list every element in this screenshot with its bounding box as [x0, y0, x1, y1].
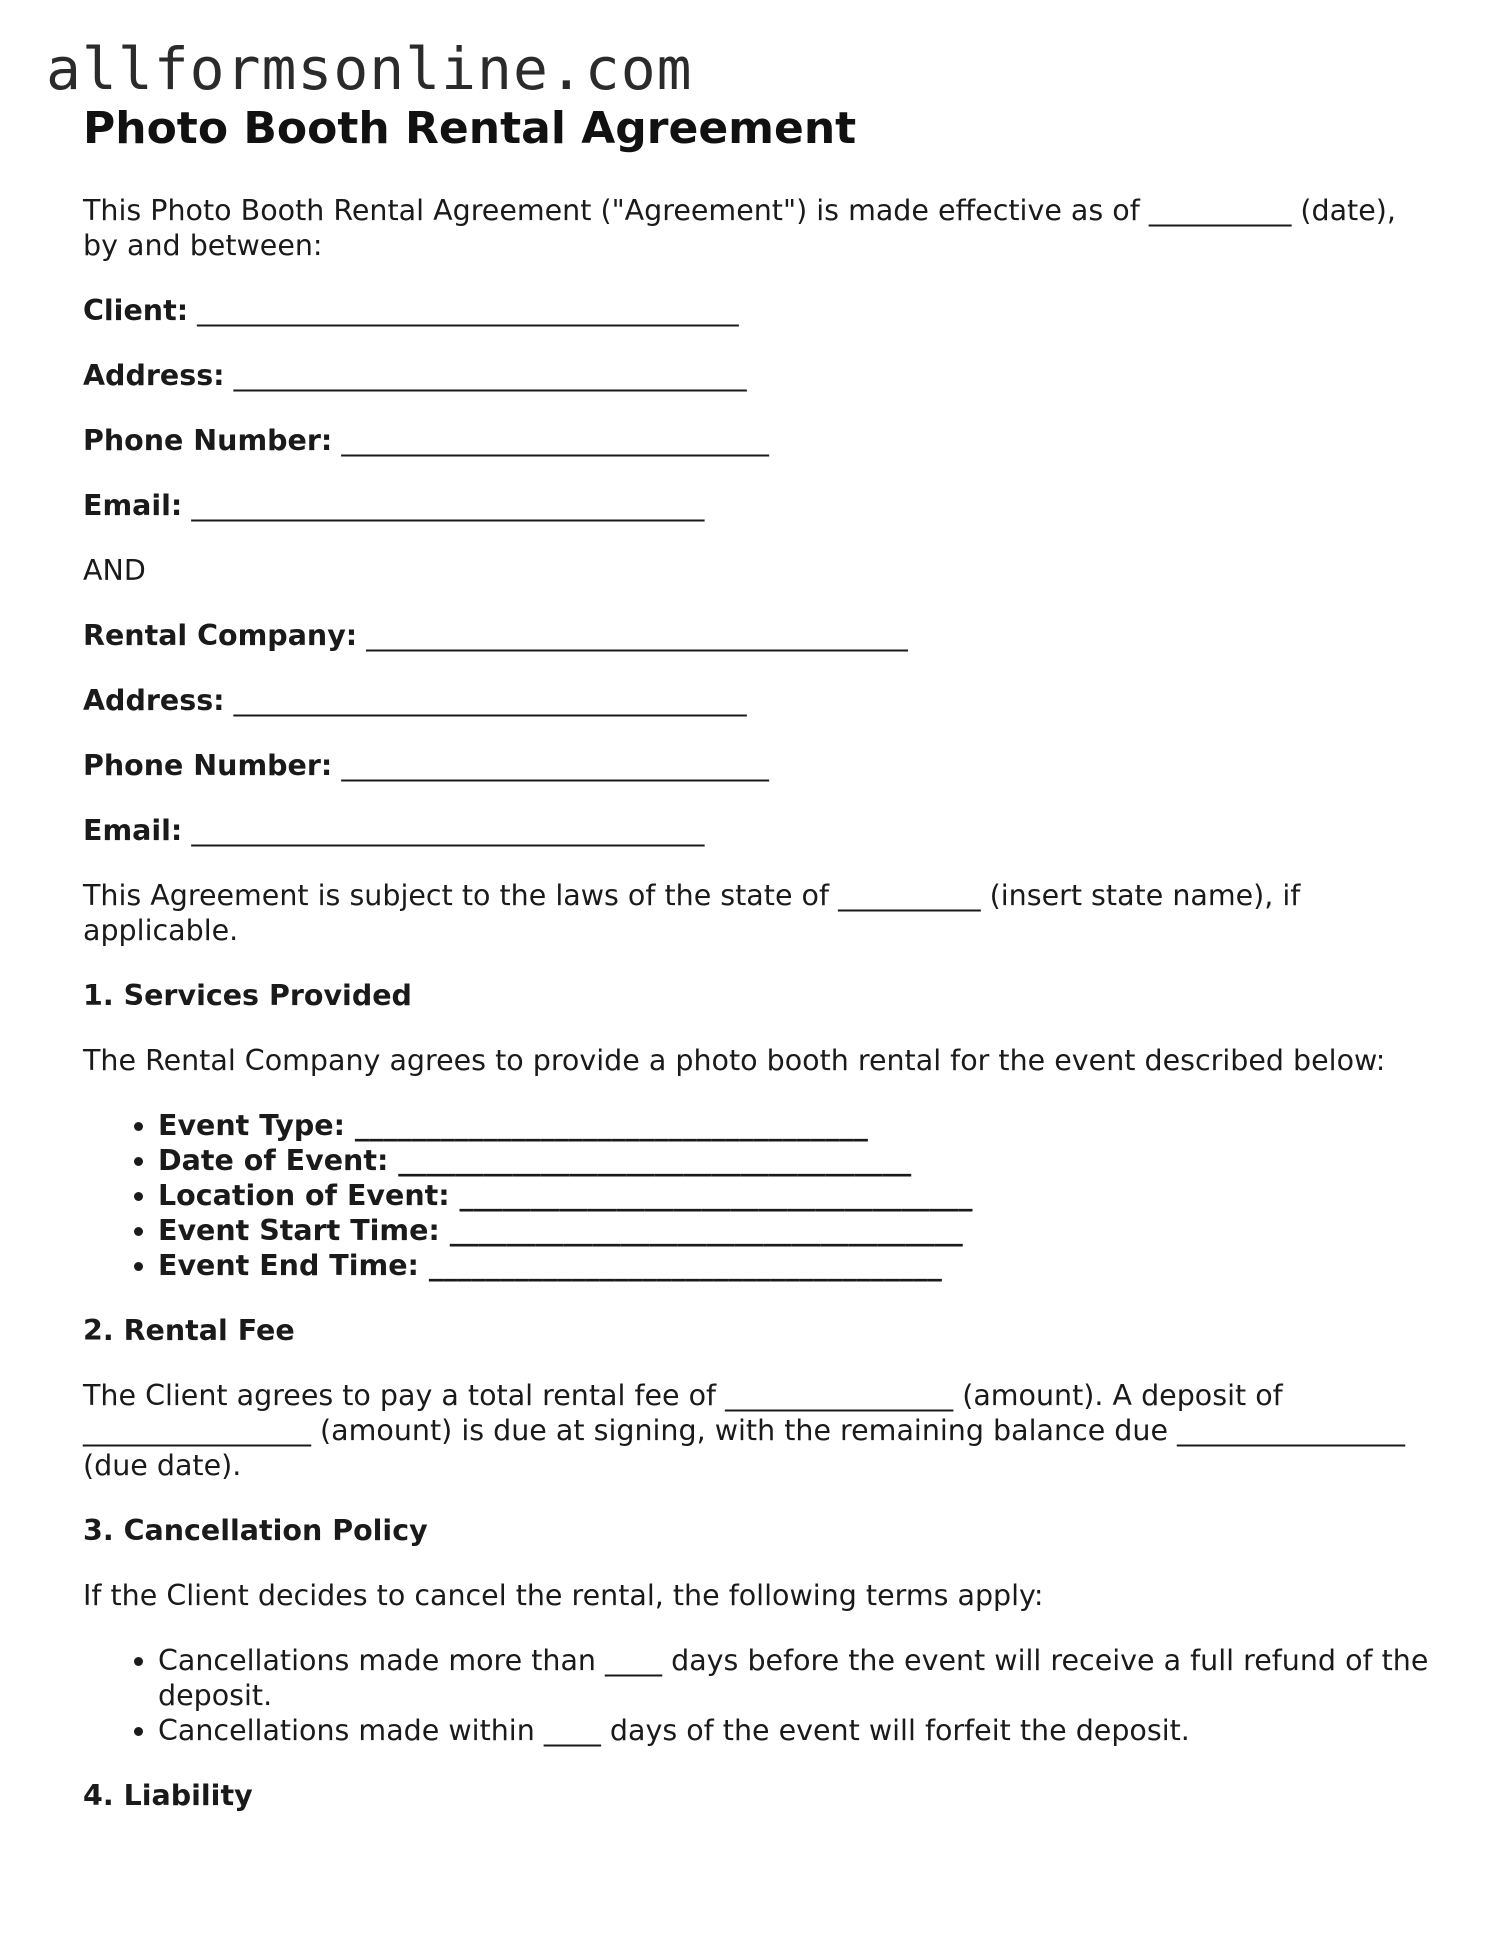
- field-label: Client:: [83, 293, 189, 327]
- section-3-text: If the Client decides to cancel the rental, the following terms apply:: [83, 1578, 1044, 1612]
- field-label: Address:: [83, 683, 225, 717]
- field-label: Email:: [83, 813, 183, 847]
- list-item: • Event Start Time: ____________________________________: [158, 1213, 1433, 1248]
- section-2-heading: 2. Rental Fee: [83, 1313, 295, 1347]
- field-label: Address:: [83, 358, 225, 392]
- blank-line: ______________________________: [341, 423, 769, 457]
- blank-line: ______________________________________: [366, 618, 908, 652]
- field-label: Phone Number:: [83, 423, 333, 457]
- document-page: [83, 104, 1433, 1843]
- client-name-field: [83, 293, 1433, 328]
- document-title: Photo Booth Rental Agreement: [83, 103, 857, 154]
- list-item: • Cancellations made within ____ days of the event will forfeit the deposit.: [158, 1713, 1433, 1748]
- governing-law-paragraph: This Agreement is subject to the laws of the state of __________ (insert state name), if applicable.: [83, 878, 1301, 947]
- blank-line: ____________________________________: [191, 488, 705, 522]
- company-address-field: [83, 683, 1433, 718]
- field-label: Phone Number:: [83, 748, 333, 782]
- watermark-logo: allformsonline.com: [46, 35, 693, 103]
- cancellation-terms-list: [83, 1643, 1433, 1748]
- intro-paragraph: This Photo Booth Rental Agreement ("Agreement") is made effective as of __________ (date), by and between:: [83, 193, 1396, 262]
- company-email-field: [83, 813, 1433, 848]
- client-phone-field: [83, 423, 1433, 458]
- list-item: • Event Type: ____________________________________: [158, 1108, 1433, 1143]
- section-1-text: The Rental Company agrees to provide a photo booth rental for the event described below:: [83, 1043, 1386, 1077]
- blank-line: ____________________________________: [233, 683, 747, 717]
- blank-line: ____________________________________: [233, 358, 747, 392]
- company-phone-field: [83, 748, 1433, 783]
- company-name-field: [83, 618, 1433, 653]
- client-address-field: [83, 358, 1433, 393]
- list-item: • Date of Event: ____________________________________: [158, 1143, 1433, 1178]
- blank-line: ____________________________________: [191, 813, 705, 847]
- and-separator: AND: [83, 553, 146, 587]
- list-item: • Event End Time: ____________________________________: [158, 1248, 1433, 1283]
- list-item: • Location of Event: ____________________________________: [158, 1178, 1433, 1213]
- blank-line: ______________________________: [341, 748, 769, 782]
- list-item: • Cancellations made more than ____ days before the event will receive a full refund of the deposit.: [158, 1643, 1433, 1713]
- field-label: Email:: [83, 488, 183, 522]
- section-4-heading: 4. Liability: [83, 1778, 253, 1812]
- client-email-field: [83, 488, 1433, 523]
- section-1-heading: 1. Services Provided: [83, 978, 412, 1012]
- section-2-text: The Client agrees to pay a total rental fee of ________________ (amount). A deposit of ________________ (amount) is due at signing, with the remaining balance due ________________ (due date).: [83, 1378, 1406, 1482]
- event-details-list: [83, 1108, 1433, 1283]
- section-3-heading: 3. Cancellation Policy: [83, 1513, 428, 1547]
- field-label: Rental Company:: [83, 618, 358, 652]
- blank-line: ______________________________________: [197, 293, 739, 327]
